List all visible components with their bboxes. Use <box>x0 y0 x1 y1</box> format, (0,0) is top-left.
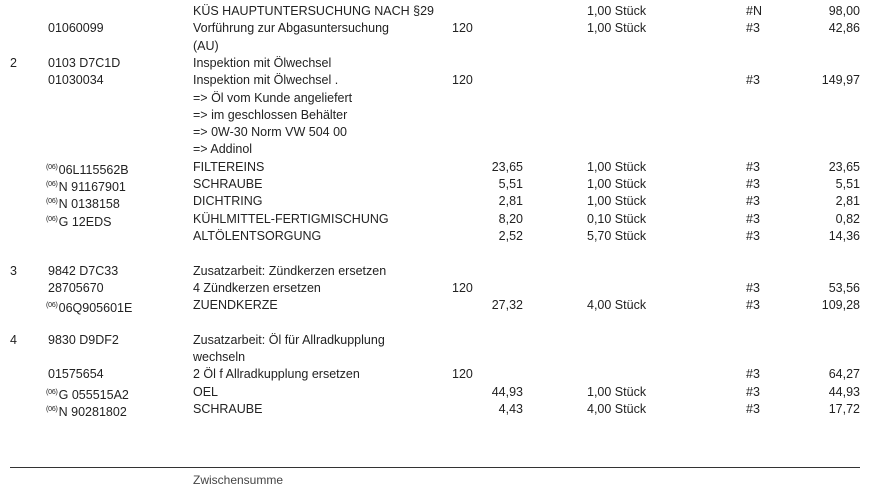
table-row <box>0 3 880 21</box>
tax-code: #3 <box>746 159 760 174</box>
item-description: OEL <box>193 384 219 399</box>
item-description: => Addinol <box>193 142 253 157</box>
article-number: $^{(06)}$G 055515A2 <box>46 387 129 402</box>
item-description: Inspektion mit Ölwechsel . <box>193 73 339 88</box>
unit-price: 27,32 <box>491 298 523 313</box>
line-total: 14,36 <box>828 228 860 243</box>
table-row <box>0 72 880 90</box>
unit-price: 5,51 <box>498 177 523 191</box>
item-description: => Öl vom Kunde angeliefert <box>193 90 353 105</box>
article-number: $^{(06)}$G 12EDS <box>46 214 112 229</box>
item-description: SCHRAUBE <box>193 177 263 191</box>
article-number: $^{(06)}$N 0138158 <box>46 197 120 212</box>
line-total: 109,28 <box>821 298 860 313</box>
article-prefix: (06) <box>46 181 58 188</box>
article-prefix: (06) <box>46 405 58 413</box>
line-total: 53,56 <box>828 280 860 295</box>
tax-code: #3 <box>746 21 760 36</box>
quantity: 1,00 Stück <box>587 384 647 399</box>
article-number: 9842 D7C33 <box>48 263 119 278</box>
quantity: 1,00 Stück <box>587 4 647 18</box>
item-description: ZUENDKERZE <box>193 298 278 313</box>
tax-code: #3 <box>746 194 760 209</box>
work-units: 120 <box>452 73 473 88</box>
table-row <box>0 211 880 229</box>
work-units: 120 <box>452 21 473 36</box>
article-number: 9830 D9DF2 <box>48 332 119 347</box>
table-row <box>0 401 880 419</box>
line-total: 149,97 <box>821 73 860 88</box>
table-row <box>0 124 880 142</box>
line-total: 44,93 <box>828 384 860 399</box>
item-description: => im geschlossen Behälter <box>193 107 348 122</box>
position-number: 2 <box>10 55 17 70</box>
line-total: 0,82 <box>835 211 860 226</box>
article-number: 01030034 <box>48 73 104 88</box>
tax-code: #3 <box>746 211 760 226</box>
article-prefix: (06) <box>46 163 58 171</box>
cut-off-text: Zwischensumme <box>193 473 284 487</box>
tax-code: #3 <box>746 367 760 382</box>
item-description: FILTEREINS <box>193 159 265 174</box>
table-row <box>0 332 880 350</box>
line-total: 98,00 <box>828 4 860 18</box>
separator-line <box>10 467 860 468</box>
unit-price: 2,81 <box>498 194 523 209</box>
line-total: 64,27 <box>828 367 860 382</box>
tax-code: #N <box>746 4 762 18</box>
tax-code: #3 <box>746 280 760 295</box>
quantity: 1,00 Stück <box>587 159 647 174</box>
table-row <box>0 107 880 125</box>
tax-code: #3 <box>746 177 760 191</box>
item-description: ALTÖLENTSORGUNG <box>193 228 322 243</box>
line-total: 17,72 <box>828 401 860 416</box>
article-number: $^{(06)}$06L115562B <box>46 162 129 177</box>
quantity: 4,00 Stück <box>587 298 647 313</box>
tax-code: #3 <box>746 384 760 399</box>
table-row <box>0 141 880 159</box>
tax-code: #3 <box>746 401 760 416</box>
item-description: Zusatzarbeit: Zündkerzen ersetzen <box>193 263 387 278</box>
article-prefix: (06) <box>46 388 58 396</box>
work-units: 120 <box>452 280 473 295</box>
item-description: wechseln <box>193 350 246 364</box>
quantity: 0,10 Stück <box>587 211 647 226</box>
item-description: Inspektion mit Ölwechsel <box>193 55 332 70</box>
item-description: DICHTRING <box>193 194 263 209</box>
item-description: Vorführung zur Abgasuntersuchung <box>193 21 389 36</box>
table-row <box>0 20 880 38</box>
table-row <box>0 90 880 108</box>
article-number: $^{(06)}$06Q905601E <box>46 301 133 316</box>
article-number: 0103 D7C1D <box>48 55 121 70</box>
article-prefix: (06) <box>46 302 58 310</box>
table-row <box>0 263 880 281</box>
table-row <box>0 349 880 367</box>
article-number: 01575654 <box>48 367 104 382</box>
item-description: KÜHLMITTEL-FERTIGMISCHUNG <box>193 211 389 226</box>
table-row <box>0 55 880 73</box>
article-number: 01060099 <box>48 21 104 36</box>
article-prefix: (06) <box>46 215 58 223</box>
article-number: $^{(06)}$N 90281802 <box>46 404 127 419</box>
table-row <box>0 38 880 56</box>
line-total: 23,65 <box>828 159 860 174</box>
table-row <box>0 384 880 402</box>
article-number: 28705670 <box>48 280 104 295</box>
tax-code: #3 <box>746 298 760 313</box>
item-description: 2 Öl f Allradkupplung ersetzen <box>193 367 360 382</box>
table-row <box>0 297 880 315</box>
table-row <box>0 159 880 177</box>
table-row <box>0 314 880 332</box>
table-row <box>0 193 880 211</box>
item-description: => 0W-30 Norm VW 504 00 <box>193 125 348 140</box>
tax-code: #3 <box>746 228 760 243</box>
item-description: KÜS HAUPTUNTERSUCHUNG NACH §29 <box>193 4 435 18</box>
quantity: 4,00 Stück <box>587 401 647 416</box>
table-row <box>0 228 880 246</box>
work-units: 120 <box>452 367 473 382</box>
quantity: 5,70 Stück <box>587 228 647 243</box>
tax-code: #3 <box>746 73 760 88</box>
item-description: 4 Zündkerzen ersetzen <box>193 280 321 295</box>
position-number: 4 <box>10 332 17 347</box>
table-row <box>0 245 880 263</box>
unit-price: 23,65 <box>491 159 523 174</box>
unit-price: 44,93 <box>491 384 523 399</box>
unit-price: 4,43 <box>498 401 523 416</box>
item-description: SCHRAUBE <box>193 401 263 416</box>
table-row <box>0 176 880 194</box>
position-number: 3 <box>10 263 17 278</box>
article-prefix: (06) <box>46 198 58 206</box>
quantity: 1,00 Stück <box>587 194 647 209</box>
item-description: Zusatzarbeit: Öl für Allradkupplung <box>193 332 385 347</box>
article-number: $^{(06)}$N 91167901 <box>46 180 126 194</box>
item-description: (AU) <box>193 38 219 53</box>
line-total: 42,86 <box>828 21 860 36</box>
quantity: 1,00 Stück <box>587 177 647 191</box>
line-total: 5,51 <box>835 177 860 191</box>
unit-price: 8,20 <box>498 211 523 226</box>
table-row <box>0 280 880 298</box>
table-row <box>0 366 880 384</box>
unit-price: 2,52 <box>498 228 523 243</box>
line-total: 2,81 <box>835 194 860 209</box>
quantity: 1,00 Stück <box>587 21 647 36</box>
